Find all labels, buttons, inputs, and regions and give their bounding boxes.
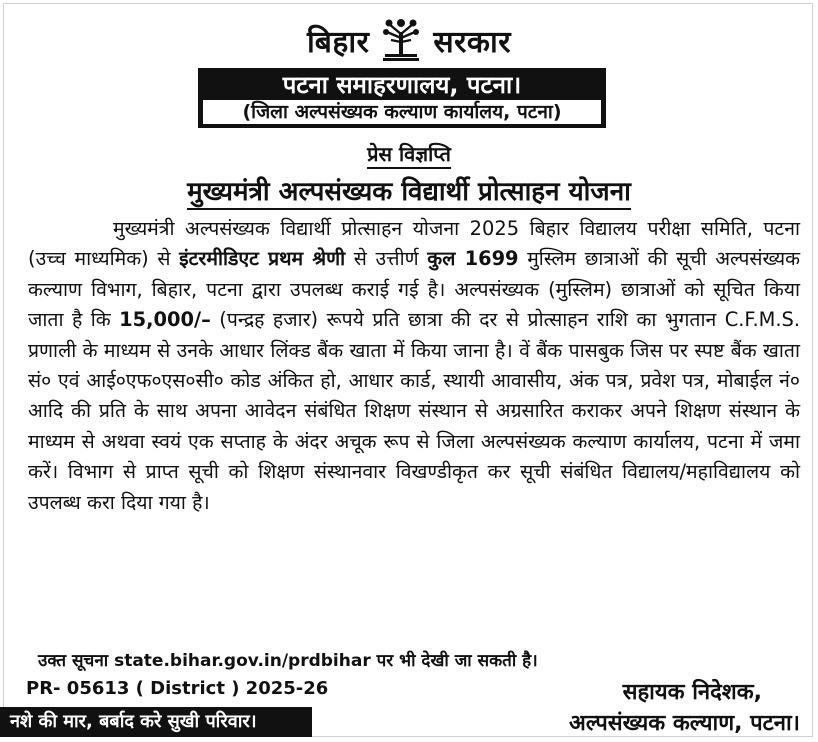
government-header [0,18,818,62]
office-banner [198,68,606,128]
bodhi-tree-emblem-icon [381,18,421,62]
banner-title: पटना समाहरणालय, पटना। [282,71,522,99]
header-right-word: सरकार [433,24,511,60]
body-bold-count: कुल 1699 [427,247,519,271]
website-note: उक्त सूचना state.bihar.gov.in/prdbihar पर भी देखी जा सकती है। [38,651,538,671]
press-release-label [0,140,818,167]
scheme-title-text: मुख्यमंत्री अल्पसंख्यक विद्यार्थी प्रोत्साहन योजना [187,177,631,210]
body-text-3: मुस्लिम छात्राओं की सूची अल्पसंख्यक कल्याण विभाग, बिहार, पटना द्वारा उपलब्ध कराई गई है। अल्पसंख्यक (मुस्लिम) छात्राओं को सूचित किया जाता है कि [28,247,800,332]
body-bold-class: इंटरमीडिएट प्रथम श्रेणी [179,247,346,271]
body-bold-amount: 15,000/– [119,308,211,332]
pr-number: PR- 05613 ( District ) 2025-26 [26,678,329,699]
scheme-title [0,172,818,208]
notice-body [28,214,800,518]
body-text-4: (पन्द्रह हजार) रूपये प्रति छात्रा की दर से प्रोत्साहन राशि का भुगतान C.F.M.S. प्रणाली के माध्यम से उनके आधार लिंक्ड बैंक खाता में किया जाना है। वें बैंक पासबुक जिस पर स्पष्ट बैंक खाता सं० एवं आई०एफ०एस०सी० कोड अंकित हो, आधार कार्ड, स्थायी आवासीय, अंक पत्र, प्रवेश पत्र, मोबाईल नं० आदि की प्रति के साथ अपना आवेदन संबंधित शिक्षण संस्थान से अग्रसारित कराकर अपने शिक्षण संस्थान के माध्यम से अथवा स्वयं एक सप्ताह के अंदर अचूक रूप से जिला अल्पसंख्यक कल्याण कार्यालय, पटना में जमा करें। विभाग से प्राप्त सूची को शिक्षण संस्थानवार विखण्डीकृत कर सूची संबंधित विद्यालय/महाविद्यालय को उपलब्ध करा दिया गया है। [28,308,800,514]
body-text-2: से उत्तीर्ण [345,247,428,271]
slogan-banner: नशे की मार, बर्बाद करे सुखी परिवार। [0,707,312,737]
press-release-text: प्रेस विज्ञप्ति [367,142,451,169]
header-left-word: बिहार [306,24,370,60]
body-text-1: मुख्यमंत्री अल्पसंख्यक विद्यार्थी प्रोत्साहन योजना 2025 बिहार विद्यालय परीक्षा समिति, पटना (उच्च माध्यमिक) से [28,217,800,271]
banner-subtitle: (जिला अल्पसंख्यक कल्याण कार्यालय, पटना) [201,100,603,124]
signatory-office: अल्पसंख्यक कल्याण, पटना। [569,711,800,736]
signatory-title: सहायक निदेशक, [622,680,762,705]
